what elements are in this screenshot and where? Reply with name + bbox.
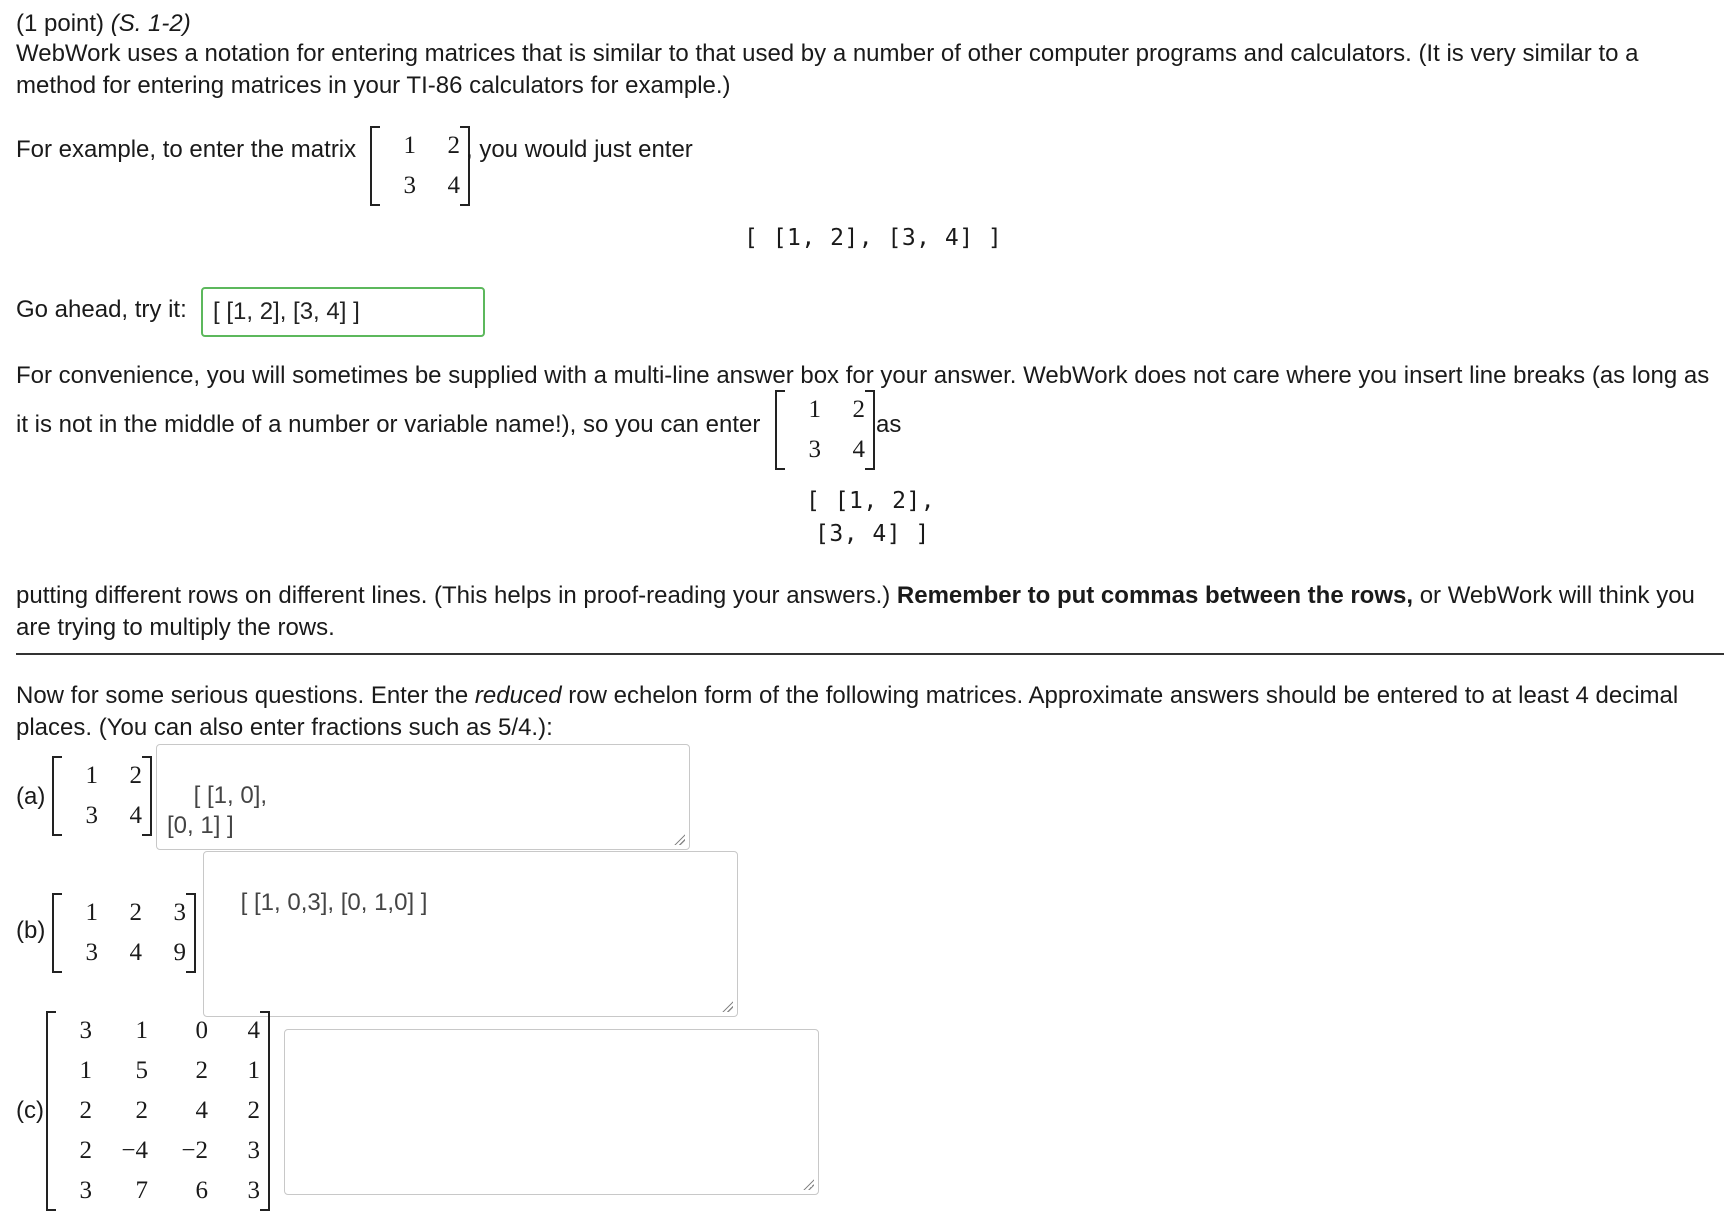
example-text-after: , you would just enter (466, 136, 693, 163)
matrix-cell: 3 (247, 1137, 260, 1164)
part-b-answer[interactable] (203, 851, 738, 1017)
part-a-answer-text: [ [1, 0], [0, 1] ] (167, 782, 268, 839)
part-c-answer[interactable] (284, 1029, 819, 1195)
matrix-cell: 1 (247, 1057, 260, 1084)
matrix-cell: 2 (852, 396, 865, 423)
questions-intro-post: row echelon form of the following matrices. Approximate answers should be entered to at least 4 decimal places. (You can also enter fractions such as 5/4.): (16, 682, 1679, 741)
matrix-cell: −4 (121, 1137, 148, 1164)
questions-intro-italic: reduced (474, 682, 562, 709)
convenience-line2: it is not in the middle of a number or variable name!), so you can enter (16, 411, 761, 438)
matrix-cell: 4 (447, 172, 460, 199)
matrix-cell: 7 (135, 1177, 148, 1204)
rows-note-post: or WebWork will think you are trying to multiply the rows. (16, 582, 1695, 641)
matrix-cell: 2 (129, 899, 142, 926)
resize-grip-icon[interactable] (673, 833, 685, 845)
matrix-cell: 3 (808, 436, 821, 463)
try-it-input[interactable] (201, 287, 485, 337)
section-label: (S. 1-2) (110, 10, 191, 37)
rows-note (16, 580, 1721, 644)
part-a-matrix (52, 756, 152, 836)
matrix-cell: 5 (135, 1057, 148, 1084)
points-label: (1 point) (16, 10, 105, 37)
matrix-cell: 2 (129, 762, 142, 789)
matrix-cell: 2 (447, 132, 460, 159)
matrix-cell: 1 (79, 1057, 92, 1084)
part-b-matrix (52, 893, 196, 973)
matrix-cell: 4 (852, 436, 865, 463)
matrix-cell: 2 (247, 1097, 260, 1124)
matrix-cell: 3 (79, 1017, 92, 1044)
intro-text: WebWork uses a notation for entering matrices that is similar to that used by a number of other computer programs and calculators. (It is very similar to a method for entering matrices in your TI-86 calculators for example.) (16, 40, 1639, 99)
matrix-cell: 4 (247, 1017, 260, 1044)
part-a-label: (a) (16, 783, 46, 810)
matrix-cell: 9 (173, 939, 186, 966)
part-c-label: (c) (16, 1097, 44, 1124)
example-code: [ [1, 2], [3, 4] ] (744, 225, 1003, 251)
part-c-matrix (46, 1011, 270, 1211)
matrix-cell: 1 (85, 762, 98, 789)
matrix-cell: 1 (135, 1017, 148, 1044)
matrix-cell: 1 (403, 132, 416, 159)
matrix-cell: 3 (173, 899, 186, 926)
convenience-line1: For convenience, you will sometimes be supplied with a multi-line answer box for your answer. WebWork does not care where you insert line breaks (as long as (16, 362, 1710, 389)
matrix-cell: 6 (195, 1177, 208, 1204)
matrix-cell: 3 (247, 1177, 260, 1204)
as-text: as (876, 411, 902, 438)
convenience-code-line2: [3, 4] ] (815, 521, 930, 547)
matrix-cell: 4 (195, 1097, 208, 1124)
matrix-cell: 3 (79, 1177, 92, 1204)
resize-grip-icon[interactable] (802, 1178, 814, 1190)
resize-grip-icon[interactable] (721, 1000, 733, 1012)
matrix-cell: 2 (79, 1137, 92, 1164)
matrix-cell: 3 (85, 802, 98, 829)
matrix-cell: 2 (79, 1097, 92, 1124)
part-b-answer-text: [ [1, 0,3], [0, 1,0] ] (240, 889, 428, 916)
try-it-label: Go ahead, try it: (16, 296, 187, 323)
example-text-before: For example, to enter the matrix (16, 136, 357, 163)
rows-note-bold: Remember to put commas between the rows, (896, 582, 1414, 609)
matrix-cell: 3 (403, 172, 416, 199)
questions-intro (16, 680, 1721, 744)
matrix-cell: 1 (808, 396, 821, 423)
matrix-cell: 3 (85, 939, 98, 966)
matrix-cell: 4 (129, 939, 142, 966)
part-a-answer[interactable] (156, 744, 690, 850)
matrix-cell: −2 (181, 1137, 208, 1164)
example-matrix (370, 126, 470, 206)
questions-intro-pre: Now for some serious questions. Enter the (16, 682, 475, 709)
convenience-matrix (775, 390, 875, 470)
convenience-code-line1: [ [1, 2], (806, 488, 936, 514)
matrix-cell: 1 (85, 899, 98, 926)
matrix-cell: 2 (135, 1097, 148, 1124)
matrix-cell: 0 (195, 1017, 208, 1044)
divider (16, 653, 1724, 655)
matrix-cell: 4 (129, 802, 142, 829)
matrix-cell: 2 (195, 1057, 208, 1084)
problem-header (16, 8, 191, 40)
part-b-label: (b) (16, 917, 46, 944)
rows-note-pre: putting different rows on different lines. (This helps in proof-reading your answers.) (16, 582, 897, 609)
